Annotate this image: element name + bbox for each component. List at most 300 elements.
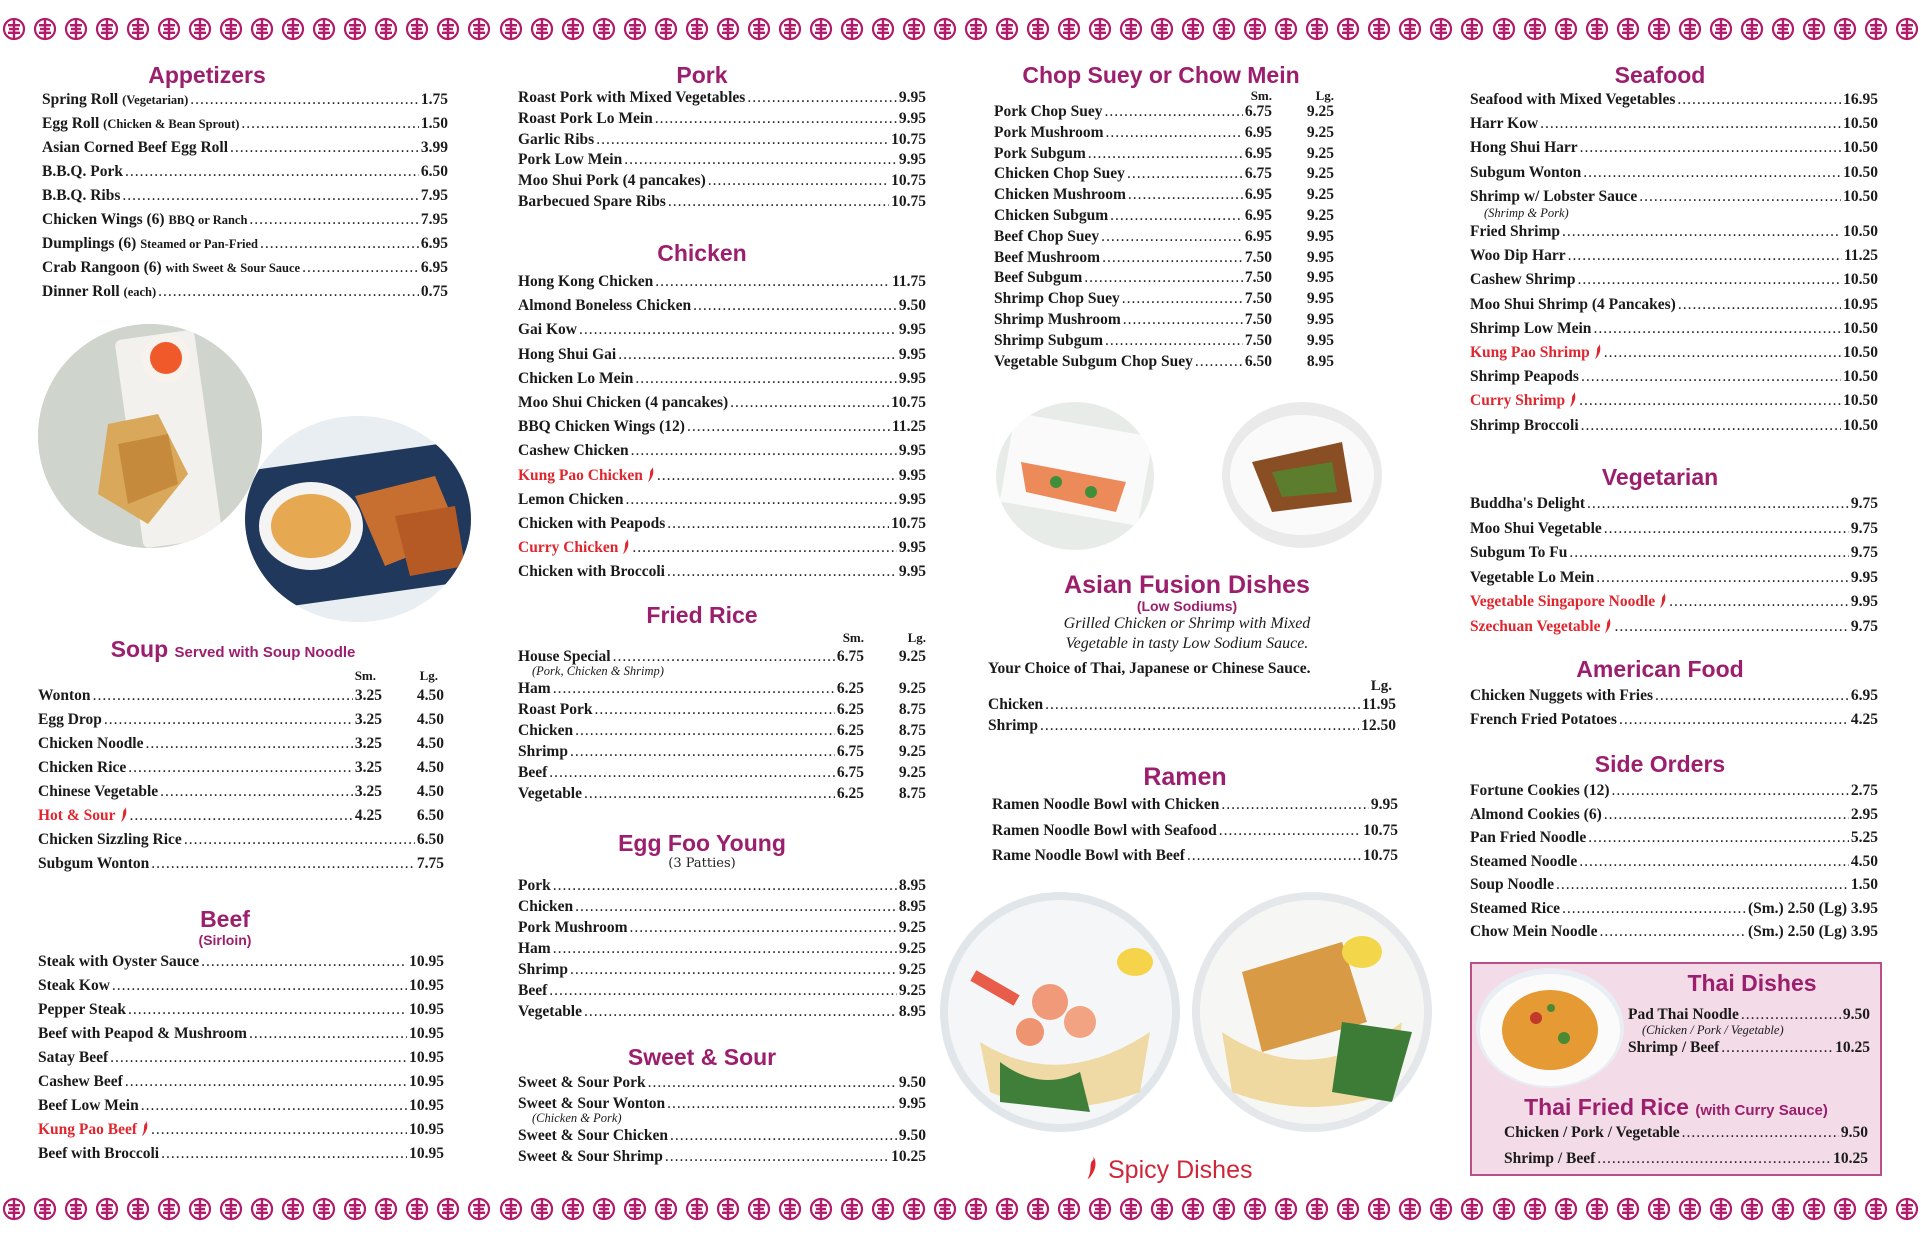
- item-name: Beef: [518, 982, 548, 999]
- item-name: Chicken Sizzling Rice: [38, 831, 182, 848]
- item-name: Chicken Noodle: [38, 735, 144, 752]
- chinese-knot-icon: [219, 1197, 243, 1221]
- chinese-knot-icon: [747, 17, 771, 41]
- menu-item: [1470, 566, 1878, 591]
- item-name: Ham: [518, 680, 551, 697]
- item-price: 6.50: [416, 831, 444, 848]
- chinese-knot-icon: [64, 17, 88, 41]
- column-1: [38, 60, 448, 304]
- item-name: Subgum Wonton: [1470, 163, 1582, 181]
- item-name: Hong Shui Harr: [1470, 139, 1578, 157]
- menu-item: [38, 1094, 444, 1118]
- chinese-knot-icon: [840, 1197, 864, 1221]
- item-price-small: 6.75: [836, 764, 864, 781]
- item-price-large: 9.25: [1306, 165, 1334, 183]
- item-name: Pork: [518, 877, 551, 894]
- menu-item: [42, 136, 448, 160]
- chili-pepper-icon: [1659, 593, 1667, 608]
- chinese-knot-icon: [281, 17, 305, 41]
- chinese-knot-icon: [250, 1197, 274, 1221]
- item-name: Chicken Rice: [38, 759, 127, 776]
- item-name: Beef Chop Suey: [994, 227, 1100, 245]
- egg-foo-young-list: [518, 875, 926, 1022]
- item-name: Steak with Oyster Sauce: [38, 953, 200, 970]
- egg-roll-photo: [245, 416, 471, 622]
- item-price: 9.50: [898, 1127, 926, 1144]
- item-name: Fortune Cookies (12): [1470, 782, 1610, 799]
- american-list: [1470, 684, 1878, 732]
- item-price: 8.95: [898, 898, 926, 915]
- item-name: Egg Drop: [38, 711, 102, 728]
- item-price-small: 6.50: [1244, 352, 1272, 370]
- chinese-knot-icon: [1678, 17, 1702, 41]
- menu-item: [518, 938, 926, 959]
- item-price: 12.50: [1361, 717, 1396, 734]
- item-price-small: 6.25: [836, 722, 864, 739]
- menu-item: [994, 164, 1334, 185]
- item-price: 8.95: [898, 877, 926, 894]
- chinese-knot-icon: [1150, 1197, 1174, 1221]
- chinese-knot-icon: [1274, 1197, 1298, 1221]
- item-name: Garlic Ribs: [518, 130, 595, 148]
- item-price: 10.50: [1843, 319, 1878, 337]
- menu-item: [518, 343, 926, 367]
- item-name: Shrimp: [518, 743, 568, 760]
- menu-item: [1470, 220, 1878, 244]
- item-name: Sweet & Sour Pork: [518, 1074, 646, 1091]
- item-name: Beef with Peapod & Mushroom: [38, 1025, 247, 1042]
- menu-item: [994, 289, 1334, 310]
- item-price-large: 8.75: [898, 722, 926, 739]
- item-price: 9.95: [898, 563, 926, 581]
- chinese-knot-icon: [1523, 1197, 1547, 1221]
- pork-section: [518, 60, 926, 213]
- menu-item: [38, 756, 444, 780]
- soup-list: [38, 684, 444, 876]
- item-price: 10.95: [409, 953, 444, 970]
- asian-fusion-subtitle: (Low Sodiums): [1136, 598, 1238, 614]
- thai-list: [1628, 1004, 1870, 1059]
- menu-item: [518, 741, 926, 762]
- chop-suey-title: Chop Suey or Chow Mein: [1022, 62, 1300, 88]
- item-price-large: 9.25: [898, 743, 926, 760]
- menu-item: [1470, 684, 1878, 708]
- item-price-small: 6.75: [1244, 165, 1272, 183]
- chinese-knot-icon: [188, 1197, 212, 1221]
- chinese-knot-icon: [1460, 1197, 1484, 1221]
- item-price-small: 7.50: [1244, 290, 1272, 308]
- item-name: Beef with Broccoli: [38, 1145, 160, 1162]
- item-price: 10.50: [1843, 187, 1878, 205]
- chinese-knot-icon: [1616, 17, 1640, 41]
- chinese-knot-icon: [1274, 17, 1298, 41]
- fried-rice-size-header: Sm. Lg.: [842, 630, 926, 645]
- item-price: 9.25: [898, 919, 926, 936]
- chinese-knot-icon: [561, 1197, 585, 1221]
- chinese-knot-icon: [1616, 1197, 1640, 1221]
- item-name: Crab Rangoon (6) with Sweet & Sour Sauce: [42, 259, 301, 276]
- thai-rice-list: [1504, 1120, 1868, 1172]
- item-name: Dinner Roll (each): [42, 283, 157, 300]
- item-price-small: 6.95: [1244, 144, 1272, 162]
- chili-pepper-icon: [120, 807, 128, 822]
- chinese-knot-icon: [1895, 1197, 1919, 1221]
- item-price-large: 9.95: [1306, 310, 1334, 328]
- chinese-knot-icon: [95, 17, 119, 41]
- chinese-knot-icon: [592, 1197, 616, 1221]
- american-title: American Food: [1576, 656, 1744, 682]
- item-name: Szechuan Vegetable: [1470, 615, 1612, 640]
- chinese-knot-icon: [747, 1197, 771, 1221]
- menu-item: [994, 185, 1334, 206]
- chinese-knot-icon: [405, 17, 429, 41]
- menu-item: [518, 1146, 926, 1167]
- item-name: Pan Fried Noodle: [1470, 829, 1587, 846]
- item-price: 10.95: [409, 1049, 444, 1066]
- item-price-small: 7.50: [1244, 269, 1272, 287]
- item-price: 10.50: [1843, 223, 1878, 241]
- menu-item: [1470, 920, 1878, 944]
- item-price: 10.50: [1843, 368, 1878, 386]
- item-price: 9.25: [898, 961, 926, 978]
- menu-item: [994, 268, 1334, 289]
- item-price-small: 6.75: [1244, 103, 1272, 120]
- item-name: Seafood with Mixed Vegetables: [1470, 91, 1676, 108]
- asian-fusion-title: Asian Fusion Dishes: [1064, 571, 1310, 599]
- menu-item: [518, 720, 926, 741]
- item-note: (Shrimp & Pork): [1484, 206, 1569, 221]
- menu-item: [1504, 1146, 1868, 1172]
- item-price-small: 6.25: [836, 680, 864, 697]
- top-border: [0, 14, 1921, 44]
- chinese-knot-icon: [1305, 17, 1329, 41]
- bottom-border: [0, 1194, 1921, 1224]
- item-price-large: 9.25: [898, 680, 926, 697]
- menu-item: [1470, 708, 1878, 732]
- item-price: 10.75: [1363, 821, 1398, 839]
- item-price: 9.50: [898, 1074, 926, 1091]
- chinese-knot-icon: [33, 1197, 57, 1221]
- fried-rice-title: Fried Rice: [646, 602, 758, 628]
- chinese-knot-icon: [1181, 1197, 1205, 1221]
- item-name: Gai Kow: [518, 321, 577, 339]
- chinese-knot-icon: [716, 1197, 740, 1221]
- menu-item: [38, 1046, 444, 1070]
- item-note: (Pork, Chicken & Shrimp): [532, 664, 664, 678]
- sweet-sour-section: [518, 1042, 926, 1167]
- seafood-list: [1470, 88, 1878, 438]
- item-name: Beef Low Mein: [38, 1097, 139, 1114]
- item-name: Chicken with Peapods: [518, 515, 666, 533]
- menu-item: [1470, 112, 1878, 136]
- menu-item: [38, 1142, 444, 1166]
- menu-item: [994, 352, 1334, 373]
- item-name: Beef Subgum: [994, 269, 1083, 287]
- item-price-large: 8.75: [898, 701, 926, 718]
- item-name: Curry Shrimp: [1470, 389, 1577, 413]
- chinese-knot-icon: [778, 17, 802, 41]
- chinese-knot-icon: [1709, 1197, 1733, 1221]
- item-name: Shrimp: [518, 961, 568, 978]
- item-name: Cashew Chicken: [518, 442, 629, 460]
- fried-rice-section: [518, 600, 926, 804]
- chinese-knot-icon: [1336, 1197, 1360, 1221]
- menu-item: [1470, 244, 1878, 268]
- item-name: Hot & Sour: [38, 804, 128, 828]
- chinese-knot-icon: [561, 17, 585, 41]
- item-name: Chow Mein Noodle: [1470, 923, 1598, 940]
- chinese-knot-icon: [95, 1197, 119, 1221]
- menu-item: [518, 1072, 926, 1093]
- item-name: Shrimp: [988, 717, 1038, 734]
- chinese-knot-icon: [188, 17, 212, 41]
- chinese-knot-icon: [1305, 1197, 1329, 1221]
- chinese-knot-icon: [157, 1197, 181, 1221]
- item-price-large: 9.25: [1306, 123, 1334, 141]
- item-name: Pad Thai Noodle: [1628, 1006, 1739, 1023]
- chinese-knot-icon: [530, 1197, 554, 1221]
- menu-item: [518, 367, 926, 391]
- chili-pepper-icon: [1594, 344, 1602, 359]
- item-price: 2.75: [1850, 782, 1878, 799]
- chinese-knot-icon: [995, 1197, 1019, 1221]
- side-orders-section: [1470, 749, 1880, 944]
- menu-item: [994, 144, 1334, 165]
- seafood-title: Seafood: [1614, 62, 1706, 88]
- item-name: Vegetable Lo Mein: [1470, 568, 1595, 586]
- chinese-knot-icon: [871, 17, 895, 41]
- item-name: Ham: [518, 940, 551, 957]
- item-name: Chicken with Broccoli: [518, 563, 665, 581]
- item-price: 10.50: [1843, 344, 1878, 362]
- chinese-knot-icon: [592, 17, 616, 41]
- item-name: Kung Pao Shrimp: [1470, 341, 1602, 365]
- item-price-large: 4.50: [416, 711, 444, 728]
- chicken-ramen-photo: [1192, 892, 1432, 1132]
- menu-item: [518, 192, 926, 213]
- item-price: 9.95: [1850, 568, 1878, 586]
- item-price-small: 6.25: [836, 785, 864, 802]
- chinese-knot-icon: [343, 1197, 367, 1221]
- item-name: Buddha's Delight: [1470, 495, 1586, 512]
- menu-item: [1470, 492, 1878, 517]
- item-name: Shrimp Subgum: [994, 331, 1103, 349]
- item-price-small: 6.75: [836, 648, 864, 665]
- item-name: Chicken Lo Mein: [518, 369, 634, 387]
- item-name: Chicken Nuggets with Fries: [1470, 687, 1653, 704]
- item-name: Ramen Noodle Bowl with Seafood: [992, 821, 1217, 839]
- menu-item: [518, 109, 926, 130]
- chinese-knot-icon: [499, 17, 523, 41]
- chinese-knot-icon: [871, 1197, 895, 1221]
- item-price: 9.95: [898, 1095, 926, 1112]
- chinese-knot-icon: [995, 17, 1019, 41]
- item-price: 9.25: [898, 940, 926, 957]
- item-name: Asian Corned Beef Egg Roll: [42, 139, 228, 156]
- item-price: 9.95: [898, 151, 926, 169]
- chinese-knot-icon: [1398, 1197, 1422, 1221]
- item-price-large: 6.50: [416, 807, 444, 824]
- item-price: 11.25: [891, 418, 926, 436]
- item-price: 10.95: [409, 1145, 444, 1162]
- item-price: (Sm.) 2.50 (Lg) 3.95: [1747, 923, 1878, 940]
- menu-item: [518, 415, 926, 439]
- item-name: Moo Shui Vegetable: [1470, 519, 1602, 537]
- item-name: Lemon Chicken: [518, 490, 624, 508]
- item-price: 10.50: [1843, 392, 1878, 410]
- item-name: Shrimp / Beef: [1628, 1039, 1720, 1056]
- menu-item: [518, 678, 926, 699]
- chinese-knot-icon: [964, 17, 988, 41]
- menu-item: [994, 123, 1334, 144]
- item-price: 0.75: [420, 283, 448, 300]
- item-name: Hong Kong Chicken: [518, 273, 654, 290]
- item-name: Beef Mushroom: [994, 248, 1101, 266]
- beef-section: [38, 904, 448, 1166]
- menu-item: [1470, 541, 1878, 566]
- soup-title: Soup Served with Soup Noodle: [110, 636, 356, 662]
- fried-rice-list: [518, 646, 926, 804]
- chinese-knot-icon: [778, 1197, 802, 1221]
- shrimp-dish-photo: [996, 402, 1154, 550]
- item-price-large: 8.75: [898, 785, 926, 802]
- item-price-large: 9.95: [1306, 248, 1334, 266]
- item-name: Cashew Beef: [38, 1073, 123, 1090]
- item-name: Shrimp Mushroom: [994, 310, 1121, 328]
- menu-item: [994, 310, 1334, 331]
- item-price: 4.50: [1850, 852, 1878, 870]
- menu-item: [42, 256, 448, 280]
- item-name: Subgum To Fu: [1470, 544, 1568, 561]
- item-price: 2.95: [1850, 805, 1878, 823]
- item-name: Pork Subgum: [994, 144, 1086, 162]
- item-name: Chicken / Pork / Vegetable: [1504, 1124, 1680, 1141]
- menu-item: [42, 184, 448, 208]
- chinese-knot-icon: [2, 17, 26, 41]
- item-name: Chicken: [518, 898, 574, 915]
- spicy-legend: Spicy Dishes: [1082, 1156, 1253, 1185]
- chinese-knot-icon: [1026, 17, 1050, 41]
- item-name: Steamed Rice: [1470, 899, 1560, 917]
- menu-item: [42, 160, 448, 184]
- pork-title: Pork: [676, 62, 728, 88]
- thai-box: [1470, 962, 1882, 1176]
- thai-title: Thai Dishes: [1687, 970, 1817, 996]
- item-price: 9.95: [898, 345, 926, 363]
- item-price-large: 8.95: [1306, 352, 1334, 370]
- item-price: 4.25: [1850, 711, 1878, 728]
- beef-title: Beef: [200, 906, 250, 932]
- item-price: 9.50: [1842, 1006, 1870, 1023]
- chop-suey-size-header: Sm. Lg.: [1250, 88, 1334, 103]
- item-price: 6.95: [420, 259, 448, 276]
- item-name: BBQ Chicken Wings (12): [518, 418, 685, 436]
- item-price: 9.95: [898, 442, 926, 460]
- chinese-knot-icon: [1367, 1197, 1391, 1221]
- item-name: Hong Shui Gai: [518, 345, 617, 363]
- vegetarian-section: [1470, 462, 1880, 639]
- chinese-knot-icon: [1492, 1197, 1516, 1221]
- item-name: Ramen Noodle Bowl with Chicken: [992, 796, 1220, 813]
- menu-item: [994, 206, 1334, 227]
- chinese-knot-icon: [933, 1197, 957, 1221]
- asian-fusion-desc-1: Grilled Chicken or Shrimp with Mixed: [1063, 615, 1311, 632]
- item-name: Sweet & Sour Chicken: [518, 1127, 668, 1144]
- menu-item: [1470, 389, 1878, 413]
- item-name: Shrimp / Beef: [1504, 1150, 1596, 1167]
- menu-item: [992, 843, 1398, 869]
- chinese-knot-icon: [809, 1197, 833, 1221]
- item-price: 6.50: [420, 163, 448, 180]
- seafood-ramen-photo: [940, 892, 1180, 1132]
- item-price: 10.50: [1843, 115, 1878, 133]
- chinese-knot-icon: [126, 17, 150, 41]
- chinese-knot-icon: [250, 17, 274, 41]
- item-price: 10.50: [1843, 271, 1878, 289]
- item-price-large: 9.25: [1306, 144, 1334, 162]
- menu-item: [518, 560, 926, 584]
- chinese-knot-icon: [530, 17, 554, 41]
- item-name: Soup Noodle: [1470, 876, 1554, 893]
- menu-item: [1470, 136, 1878, 160]
- chicken-title: Chicken: [657, 240, 747, 266]
- item-price: 1.50: [420, 115, 448, 132]
- menu-item: [42, 88, 448, 112]
- menu-item: [518, 1125, 926, 1146]
- chinese-knot-icon: [716, 17, 740, 41]
- soup-size-header: Sm. Lg.: [354, 668, 438, 683]
- item-price-small: 3.25: [354, 783, 382, 800]
- item-price: 10.50: [1843, 163, 1878, 181]
- item-name: Almond Cookies (6): [1470, 805, 1602, 823]
- egg-foo-young-section: [518, 828, 926, 1022]
- item-price: 10.50: [1843, 139, 1878, 157]
- item-price: 10.75: [891, 172, 926, 190]
- chinese-knot-icon: [1833, 1197, 1857, 1221]
- item-price-small: 3.25: [354, 759, 382, 776]
- chinese-knot-icon: [1554, 1197, 1578, 1221]
- item-price: 9.75: [1850, 519, 1878, 537]
- menu-item: [518, 171, 926, 192]
- item-price-small: 6.25: [836, 701, 864, 718]
- chinese-knot-icon: [1771, 17, 1795, 41]
- chinese-knot-icon: [436, 17, 460, 41]
- item-name: Kung Pao Chicken: [518, 464, 655, 488]
- chinese-knot-icon: [1119, 1197, 1143, 1221]
- chop-suey-list: [994, 102, 1334, 372]
- item-price-large: 4.50: [416, 783, 444, 800]
- chinese-knot-icon: [33, 17, 57, 41]
- seafood-section: [1470, 60, 1880, 438]
- item-price: 10.75: [891, 515, 926, 533]
- menu-item: [38, 974, 444, 998]
- menu-item: [988, 694, 1396, 715]
- egg-foo-young-subtitle: (3 Patties): [668, 856, 736, 871]
- chinese-knot-icon: [312, 1197, 336, 1221]
- menu-item: [38, 1118, 444, 1142]
- chinese-knot-icon: [467, 17, 491, 41]
- chinese-knot-icon: [1243, 1197, 1267, 1221]
- egg-foo-young-title: Egg Foo Young: [618, 830, 786, 856]
- item-name: Kung Pao Beef: [38, 1118, 149, 1142]
- item-name: Vegetable: [518, 785, 582, 802]
- asian-fusion-desc-2: Vegetable in tasty Low Sodium Sauce.: [1065, 635, 1309, 652]
- chinese-knot-icon: [840, 17, 864, 41]
- item-name: Roast Pork Lo Mein: [518, 109, 653, 127]
- menu-item: [1470, 88, 1878, 112]
- item-name: Subgum Wonton: [38, 855, 150, 872]
- item-price: 10.75: [891, 130, 926, 148]
